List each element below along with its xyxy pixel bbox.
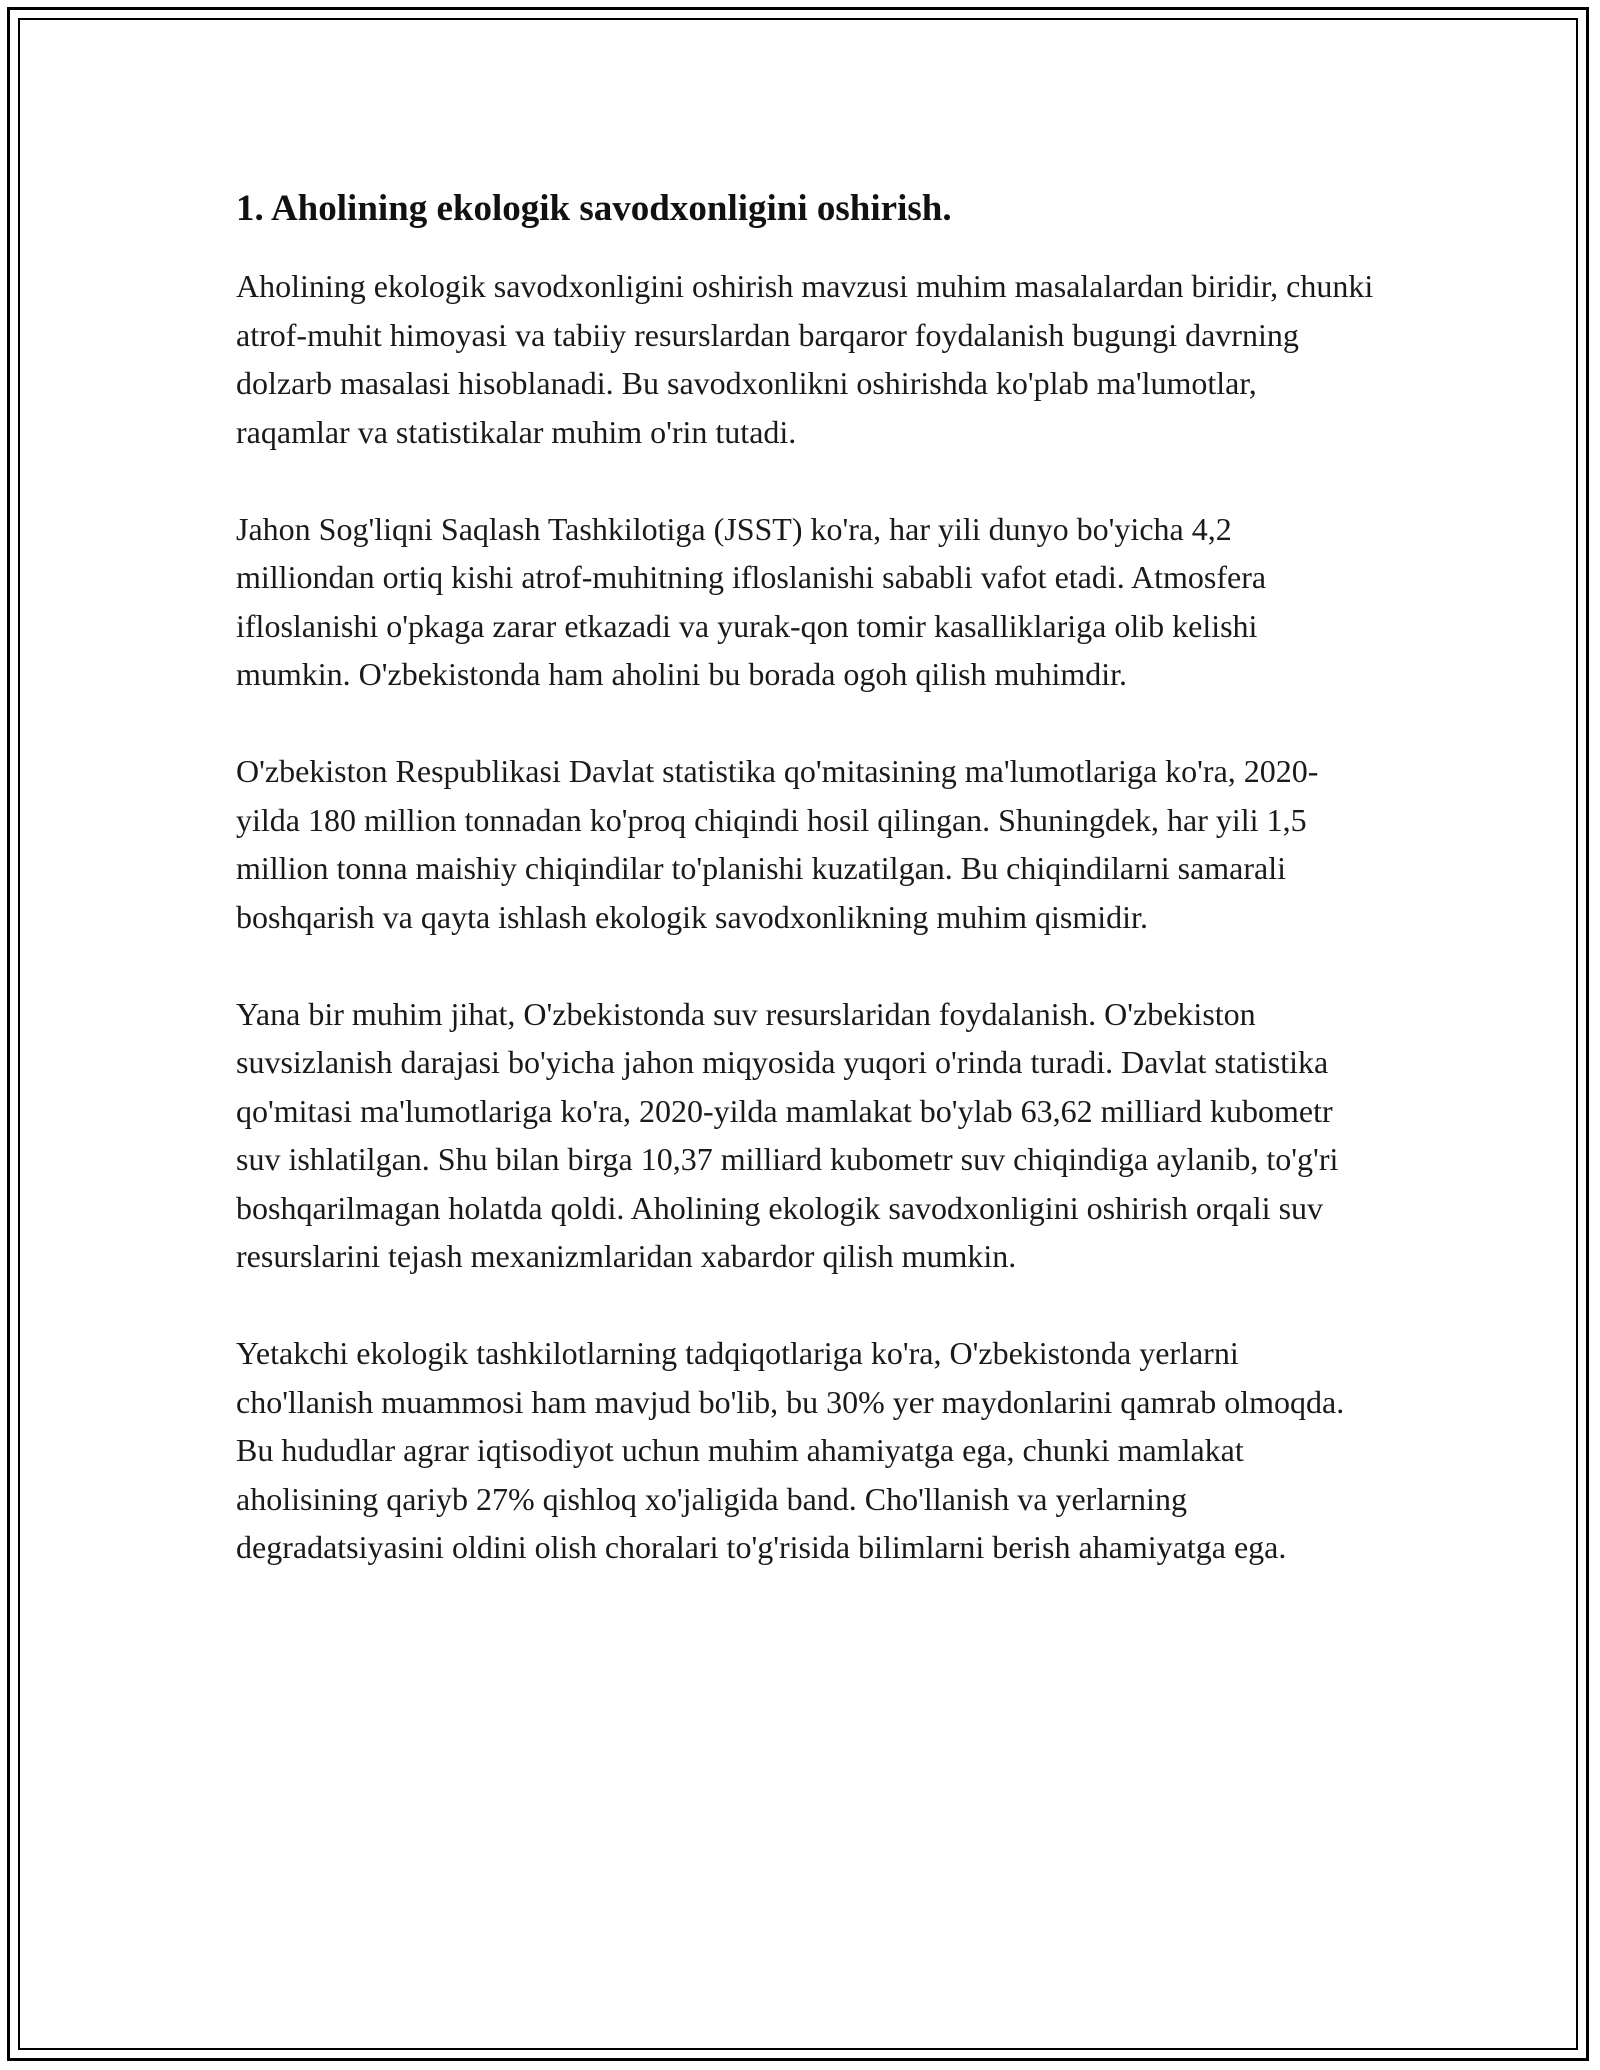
paragraph-waste-statistics: O'zbekiston Respublikasi Davlat statistika qo'mitasining ma'lumotlariga ko'ra, 2020-yilda 180 million tonnadan ko'proq chiqindi hosil qilingan. Shuningdek, har yili 1,5 million tonna maishiy chiqindilar to'planishi kuzatilgan. Bu chiqindilarni samarali boshqarish va qayta ishlash ekologik savodxonlikning muhim qismidir.	[236, 753, 1319, 935]
paragraph-desertification: Yetakchi ekologik tashkilotlarning tadqiqotlariga ko'ra, O'zbekistonda yerlarni cho'llanish muammosi ham mavjud bo'lib, bu 30% yer maydonlarini qamrab olmoqda. Bu hududlar agrar iqtisodiyot uchun muhim ahamiyatga ega, chunki mamlakat aholisining qariyb 27% qishloq xo'jaligida band. Cho'llanish va yerlarning degradatsiyasini oldini olish choralari to'g'risida bilimlarni berish ahamiyatga ega.	[236, 1335, 1345, 1565]
paragraph-who-statistics: Jahon Sog'liqni Saqlash Tashkilotiga (JSST) ko'ra, har yili dunyo bo'yicha 4,2 milliondan ortiq kishi atrof-muhitning ifloslanishi sababli vafot etadi. Atmosfera ifloslanishi o'pkaga zarar etkazadi va yurak-qon tomir kasalliklariga olib kelishi mumkin. O'zbekistonda ham aholini bu borada ogoh qilish muhimdir.	[236, 510, 1267, 692]
document-body	[236, 186, 1376, 1620]
paragraph-water-resources: Yana bir muhim jihat, O'zbekistonda suv resurslaridan foydalanish. O'zbekiston suvsizlanish darajasi bo'yicha jahon miqyosida yuqori o'rinda turadi. Davlat statistika qo'mitasi ma'lumotlariga ko'ra, 2020-yilda mamlakat bo'ylab 63,62 milliard kubometr suv ishlatilgan. Shu bilan birga 10,37 milliard kubometr suv chiqindiga aylanib, to'g'ri boshqarilmagan holatda qoldi. Aholining ekologik savodxonligini oshirish orqali suv resurslarini tejash mexanizmlaridan xabardor qilish mumkin.	[236, 995, 1339, 1274]
paragraph-intro: Aholining ekologik savodxonligini oshirish mavzusi muhim masalalardan biridir, chunki atrof-muhit himoyasi va tabiiy resurslardan barqaror foydalanish bugungi davrning dolzarb masalasi hisoblanadi. Bu savodxonlikni oshirishda ko'plab ma'lumotlar, raqamlar va statistikalar muhim o'rin tutadi.	[236, 268, 1374, 450]
section-heading: 1. Aholining ekologik savodxonligini oshirish.	[236, 188, 952, 229]
